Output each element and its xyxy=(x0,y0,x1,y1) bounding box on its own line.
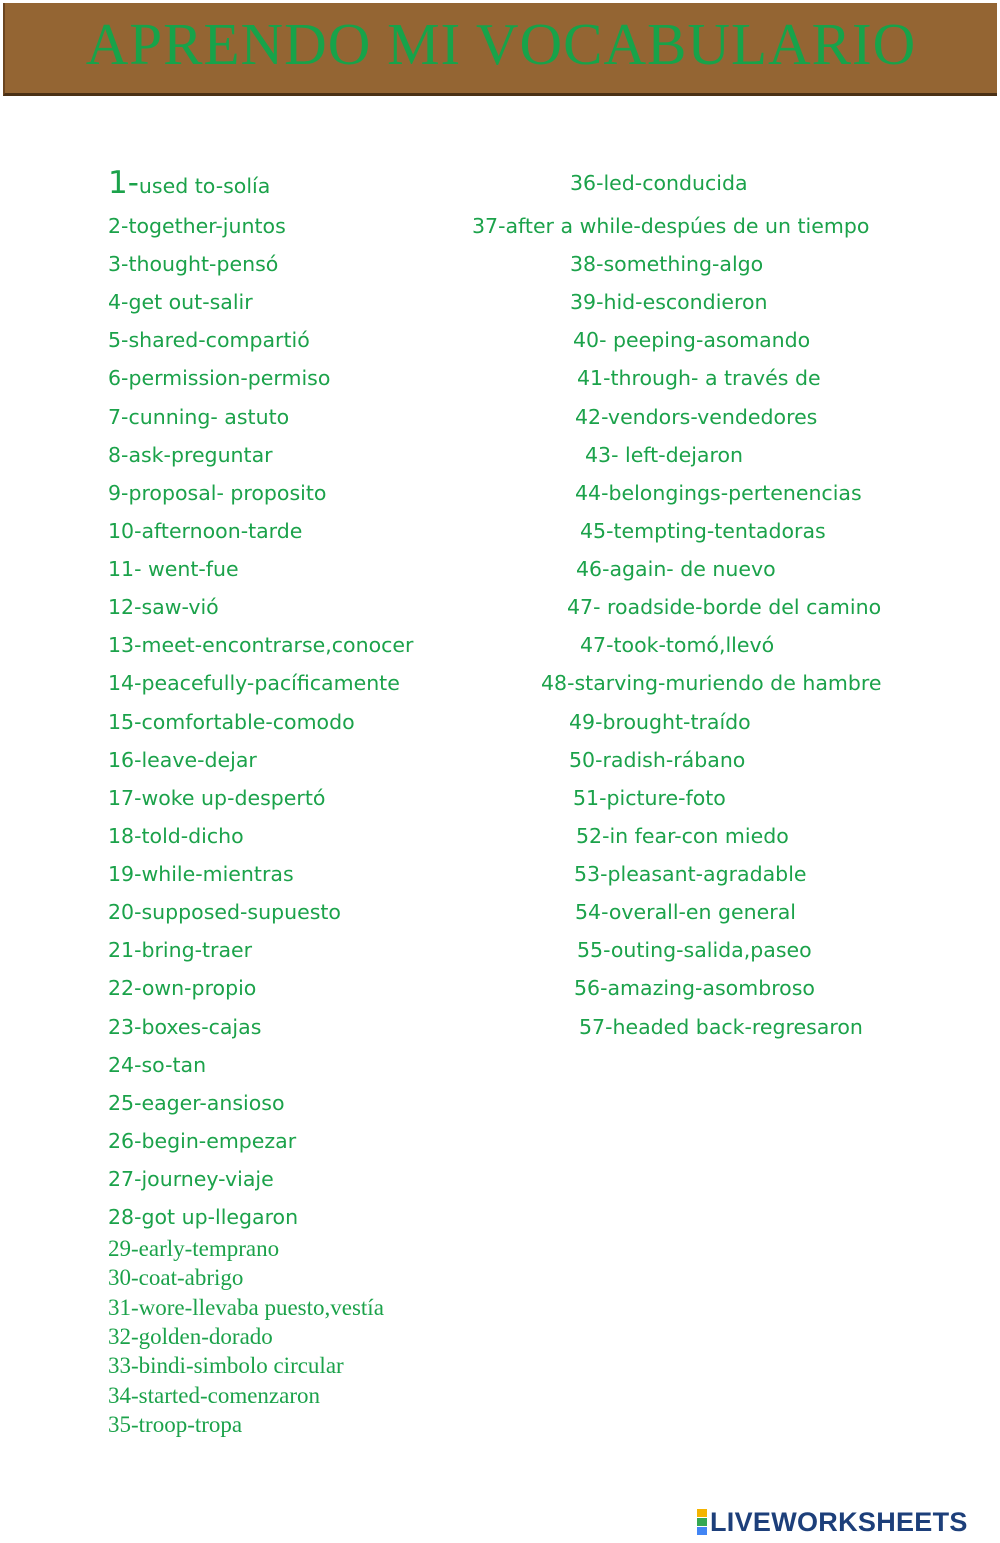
vocab-entry xyxy=(108,1353,344,1379)
liveworksheets-logo xyxy=(697,1507,968,1537)
vocab-entry xyxy=(108,1412,242,1438)
entry-text: 20-supposed-supuesto xyxy=(108,900,341,924)
vocab-entry: 44-belongings-pertenencias xyxy=(575,481,862,505)
vocab-entry: 42-vendors-vendedores xyxy=(575,405,818,429)
vocab-entry xyxy=(108,442,273,468)
logo-block xyxy=(697,1518,707,1526)
vocab-entry xyxy=(108,365,330,391)
entry-text: 34-started-comenzaron xyxy=(108,1383,321,1408)
entry-text: 13-meet-encontrarse,conocer xyxy=(108,633,414,657)
entry-text: used to-solía xyxy=(138,174,271,198)
entry-text: 35-troop-tropa xyxy=(108,1412,243,1437)
vocab-entry: 55-outing-salida,paseo xyxy=(577,938,812,962)
vocab-entry xyxy=(108,327,310,353)
vocab-entry: 40- peeping-asomando xyxy=(573,328,811,352)
vocab-entry: 41-through- a través de xyxy=(577,366,821,390)
vocab-entry xyxy=(108,709,355,735)
entry-text: 16-leave-dejar xyxy=(108,748,257,772)
entry-text: 26-begin-empezar xyxy=(108,1129,297,1153)
entry-text: 21-bring-traer xyxy=(108,938,253,962)
vocab-entry xyxy=(108,518,302,544)
vocab-entry: 36-led-conducida xyxy=(570,171,748,195)
entry-text: 31-wore-llevaba puesto,vestía xyxy=(108,1295,384,1320)
vocab-entry xyxy=(108,1295,384,1321)
vocab-entry xyxy=(108,556,239,582)
vocab-entry: 39-hid-escondieron xyxy=(570,290,768,314)
entry-text: 18-told-dicho xyxy=(108,824,244,848)
entry-text: 14-peacefully-pacíficamente xyxy=(108,671,400,695)
vocab-entry xyxy=(108,213,286,239)
vocab-entry: 47-took-tomó,llevó xyxy=(580,633,775,657)
vocab-entry xyxy=(108,594,219,620)
vocab-entry xyxy=(108,747,257,773)
entry-text: 10-afternoon-tarde xyxy=(108,519,303,543)
logo-text: LIVEWORKSHEETS xyxy=(710,1506,968,1537)
vocab-entry: 47- roadside-borde del camino xyxy=(567,595,882,619)
vocab-entry xyxy=(108,480,326,506)
vocab-entry xyxy=(108,670,400,696)
vocab-entry xyxy=(108,1090,285,1116)
vocab-entry: 38-something-algo xyxy=(570,252,764,276)
entry-text: 29-early-temprano xyxy=(108,1236,280,1261)
vocab-entry: 50-radish-rábano xyxy=(569,748,746,772)
entry-text: 23-boxes-cajas xyxy=(108,1015,262,1039)
entry-number: 1- xyxy=(108,165,139,201)
vocab-entry xyxy=(108,1383,320,1409)
vocab-entry xyxy=(108,1204,298,1230)
vocab-entry xyxy=(108,165,271,201)
vocab-entry xyxy=(108,899,341,925)
vocab-entry xyxy=(108,975,256,1001)
entry-text: 7-cunning- astuto xyxy=(108,405,290,429)
vocab-entry xyxy=(108,632,413,658)
vocab-entry xyxy=(108,1265,243,1291)
entry-text: 12-saw-vió xyxy=(108,595,219,619)
vocab-entry xyxy=(108,289,253,315)
vocab-entry xyxy=(108,861,294,887)
vocab-entry: 53-pleasant-agradable xyxy=(574,862,807,886)
vocab-entry xyxy=(108,251,278,277)
entry-text: 19-while-mientras xyxy=(108,862,294,886)
entry-text: 5-shared-compartió xyxy=(108,328,310,352)
entry-text: 11- went-fue xyxy=(108,557,239,581)
vocab-entry xyxy=(108,937,252,963)
vocab-entry xyxy=(108,1324,273,1350)
entry-text: 32-golden-dorado xyxy=(108,1324,273,1349)
vocab-entry xyxy=(108,1014,261,1040)
entry-text: 6-permission-permiso xyxy=(108,366,331,390)
entry-text: 24-so-tan xyxy=(108,1053,207,1077)
vocab-entry: 43- left-dejaron xyxy=(585,443,743,467)
logo-block xyxy=(697,1527,707,1535)
vocab-entry xyxy=(108,1236,279,1262)
vocab-entry: 49-brought-traído xyxy=(569,710,751,734)
entry-text: 4-get out-salir xyxy=(108,290,253,314)
vocab-entry: 37-after a while-despúes de un tiempo xyxy=(472,214,870,238)
entry-text: 8-ask-preguntar xyxy=(108,443,273,467)
entry-text: 30-coat-abrigo xyxy=(108,1265,244,1290)
entry-text: 25-eager-ansioso xyxy=(108,1091,285,1115)
logo-blocks-icon xyxy=(697,1509,707,1535)
page-title: APRENDO MI VOCABULARIO xyxy=(85,11,917,77)
vocab-entry: 48-starving-muriendo de hambre xyxy=(541,671,882,695)
entry-text: 2-together-juntos xyxy=(108,214,286,238)
entry-text: 33-bindi-simbolo circular xyxy=(108,1353,344,1378)
vocab-entry: 54-overall-en general xyxy=(575,900,796,924)
vocab-entry: 51-picture-foto xyxy=(573,786,726,810)
vocab-entry xyxy=(108,1128,296,1154)
vocab-entry xyxy=(108,823,244,849)
vocab-entry xyxy=(108,785,325,811)
vocab-entry xyxy=(108,1052,206,1078)
vocab-entry: 52-in fear-con miedo xyxy=(576,824,789,848)
entry-text: 3-thought-pensó xyxy=(108,252,279,276)
vocab-entry: 56-amazing-asombroso xyxy=(574,976,815,1000)
entry-text: 27-journey-viaje xyxy=(108,1167,274,1191)
entry-text: 28-got up-llegaron xyxy=(108,1205,299,1229)
entry-text: 15-comfortable-comodo xyxy=(108,710,355,734)
entry-text: 9-proposal- proposito xyxy=(108,481,327,505)
vocab-entry xyxy=(108,1166,274,1192)
title-banner xyxy=(3,3,997,96)
vocab-entry: 45-tempting-tentadoras xyxy=(580,519,826,543)
logo-block xyxy=(697,1509,707,1517)
vocab-entry: 46-again- de nuevo xyxy=(576,557,776,581)
vocab-entry xyxy=(108,404,289,430)
entry-text: 22-own-propio xyxy=(108,976,257,1000)
vocab-entry: 57-headed back-regresaron xyxy=(579,1015,863,1039)
entry-text: 17-woke up-despertó xyxy=(108,786,326,810)
